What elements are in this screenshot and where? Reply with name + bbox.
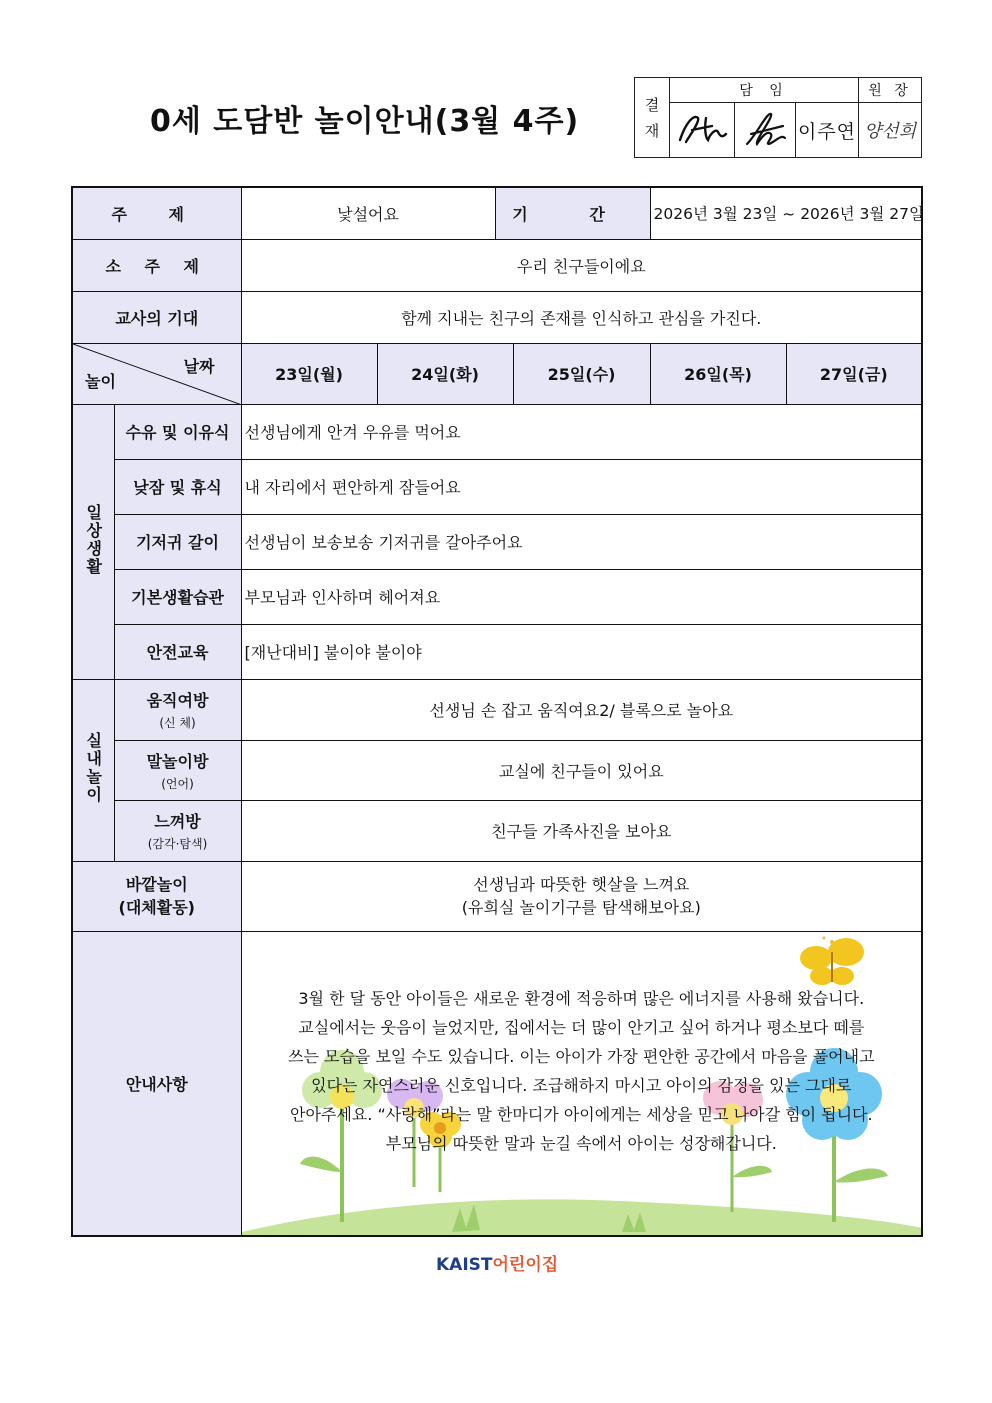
signature-scribble-icon <box>737 104 793 152</box>
indoor-row-text: 친구들 가족사진을 보아요 <box>241 800 922 861</box>
indoor-row-label: 느껴방 (감각·탐색) <box>114 800 241 861</box>
date-play-header <box>72 343 241 404</box>
teacher-signature-2 <box>735 103 796 158</box>
daily-row-text: 내 자리에서 편안하게 잠들어요 <box>241 459 922 514</box>
day-header: 26일(목) <box>650 343 786 404</box>
kaist-logo <box>436 1250 558 1275</box>
notice-line: 있다는 자연스러운 신호입니다. 조급해하지 마시고 아이의 감정을 있는 그대로 <box>311 1075 852 1095</box>
logo-brand: KAIST <box>436 1255 493 1275</box>
theme-value: 낯설어요 <box>241 187 495 239</box>
plan-table <box>71 186 923 1237</box>
indoor-group-label: 실내놀이 <box>72 679 114 861</box>
approval-side-text: 결 재 <box>644 95 660 140</box>
period-value: 2026년 3월 23일 ~ 2026년 3월 27일 <box>650 187 922 239</box>
daily-group-label: 일상생활 <box>72 404 114 679</box>
notice-line: 부모님의 따뜻한 말과 눈길 속에서 아이는 성장해갑니다. <box>385 1133 777 1153</box>
indoor-row-label: 말놀이방 (언어) <box>114 740 241 800</box>
notice-label: 안내사항 <box>72 931 241 1236</box>
teacher-name: 이주연 <box>796 103 859 158</box>
notice-line: 쓰는 모습을 보일 수도 있습니다. 이는 아이가 가장 편안한 공간에서 마음을 풀어내고 <box>288 1046 875 1066</box>
indoor-row-text: 교실에 친구들이 있어요 <box>241 740 922 800</box>
theme-label: 주 제 <box>72 187 241 239</box>
page-title: 0세 도담반 놀이안내(3월 4주) <box>150 104 580 139</box>
outdoor-label: 바깥놀이 (대체활동) <box>72 861 241 931</box>
daily-row-text: 선생님이 보송보송 기저귀를 갈아주어요 <box>241 514 922 569</box>
subtheme-value: 우리 친구들이에요 <box>241 239 922 291</box>
expect-label: 교사의 기대 <box>72 291 241 343</box>
expect-value: 함께 지내는 친구의 존재를 인식하고 관심을 가진다. <box>241 291 922 343</box>
director-header: 원 장 <box>859 78 922 103</box>
date-label: 날짜 <box>183 356 215 376</box>
approval-side-label <box>635 78 670 158</box>
notice-line: 3월 한 달 동안 아이들은 새로운 환경에 적응하며 많은 에너지를 사용해 왔습니다. <box>298 988 865 1008</box>
day-header: 24일(화) <box>377 343 513 404</box>
outdoor-text: 선생님과 따뜻한 햇살을 느껴요 (유희실 놀이기구를 탐색해보아요) <box>241 861 922 931</box>
daily-row-label: 수유 및 이유식 <box>114 404 241 459</box>
director-signature: 양선희 <box>859 103 922 158</box>
daily-row-label: 낮잠 및 휴식 <box>114 459 241 514</box>
logo-text: 어린이집 <box>492 1255 559 1275</box>
daily-row-text: [재난대비] 불이야 불이야 <box>241 624 922 679</box>
daily-row-label: 안전교육 <box>114 624 241 679</box>
notice-cell <box>241 931 922 1236</box>
subtheme-label: 소 주 제 <box>72 239 241 291</box>
notice-text <box>242 932 922 1158</box>
daily-row-label: 기본생활습관 <box>114 569 241 624</box>
play-label: 놀이 <box>85 371 116 391</box>
day-header: 25일(수) <box>513 343 650 404</box>
teacher-header: 담 임 <box>670 78 859 103</box>
period-label: 기 간 <box>495 187 650 239</box>
daily-row-text: 선생님에게 안겨 우유를 먹어요 <box>241 404 922 459</box>
daily-row-label: 기저귀 갈이 <box>114 514 241 569</box>
indoor-row-text: 선생님 손 잡고 움직여요2/ 블록으로 놀아요 <box>241 679 922 740</box>
teacher-signature-1 <box>670 103 735 158</box>
notice-line: 안아주세요. “사랑해”라는 말 한마디가 아이에게는 세상을 믿고 나아갈 힘이 됩니다. <box>290 1104 873 1124</box>
day-header: 27일(금) <box>786 343 922 404</box>
notice-line: 교실에서는 웃음이 늘었지만, 집에서는 더 많이 안기고 싶어 하거나 평소보다 떼를 <box>298 1017 865 1037</box>
daily-row-text: 부모님과 인사하며 헤어져요 <box>241 569 922 624</box>
approval-box <box>634 77 922 158</box>
indoor-row-label: 움직여방 (신 체) <box>114 679 241 740</box>
signature-scribble-icon <box>672 104 732 152</box>
day-header: 23일(월) <box>241 343 377 404</box>
